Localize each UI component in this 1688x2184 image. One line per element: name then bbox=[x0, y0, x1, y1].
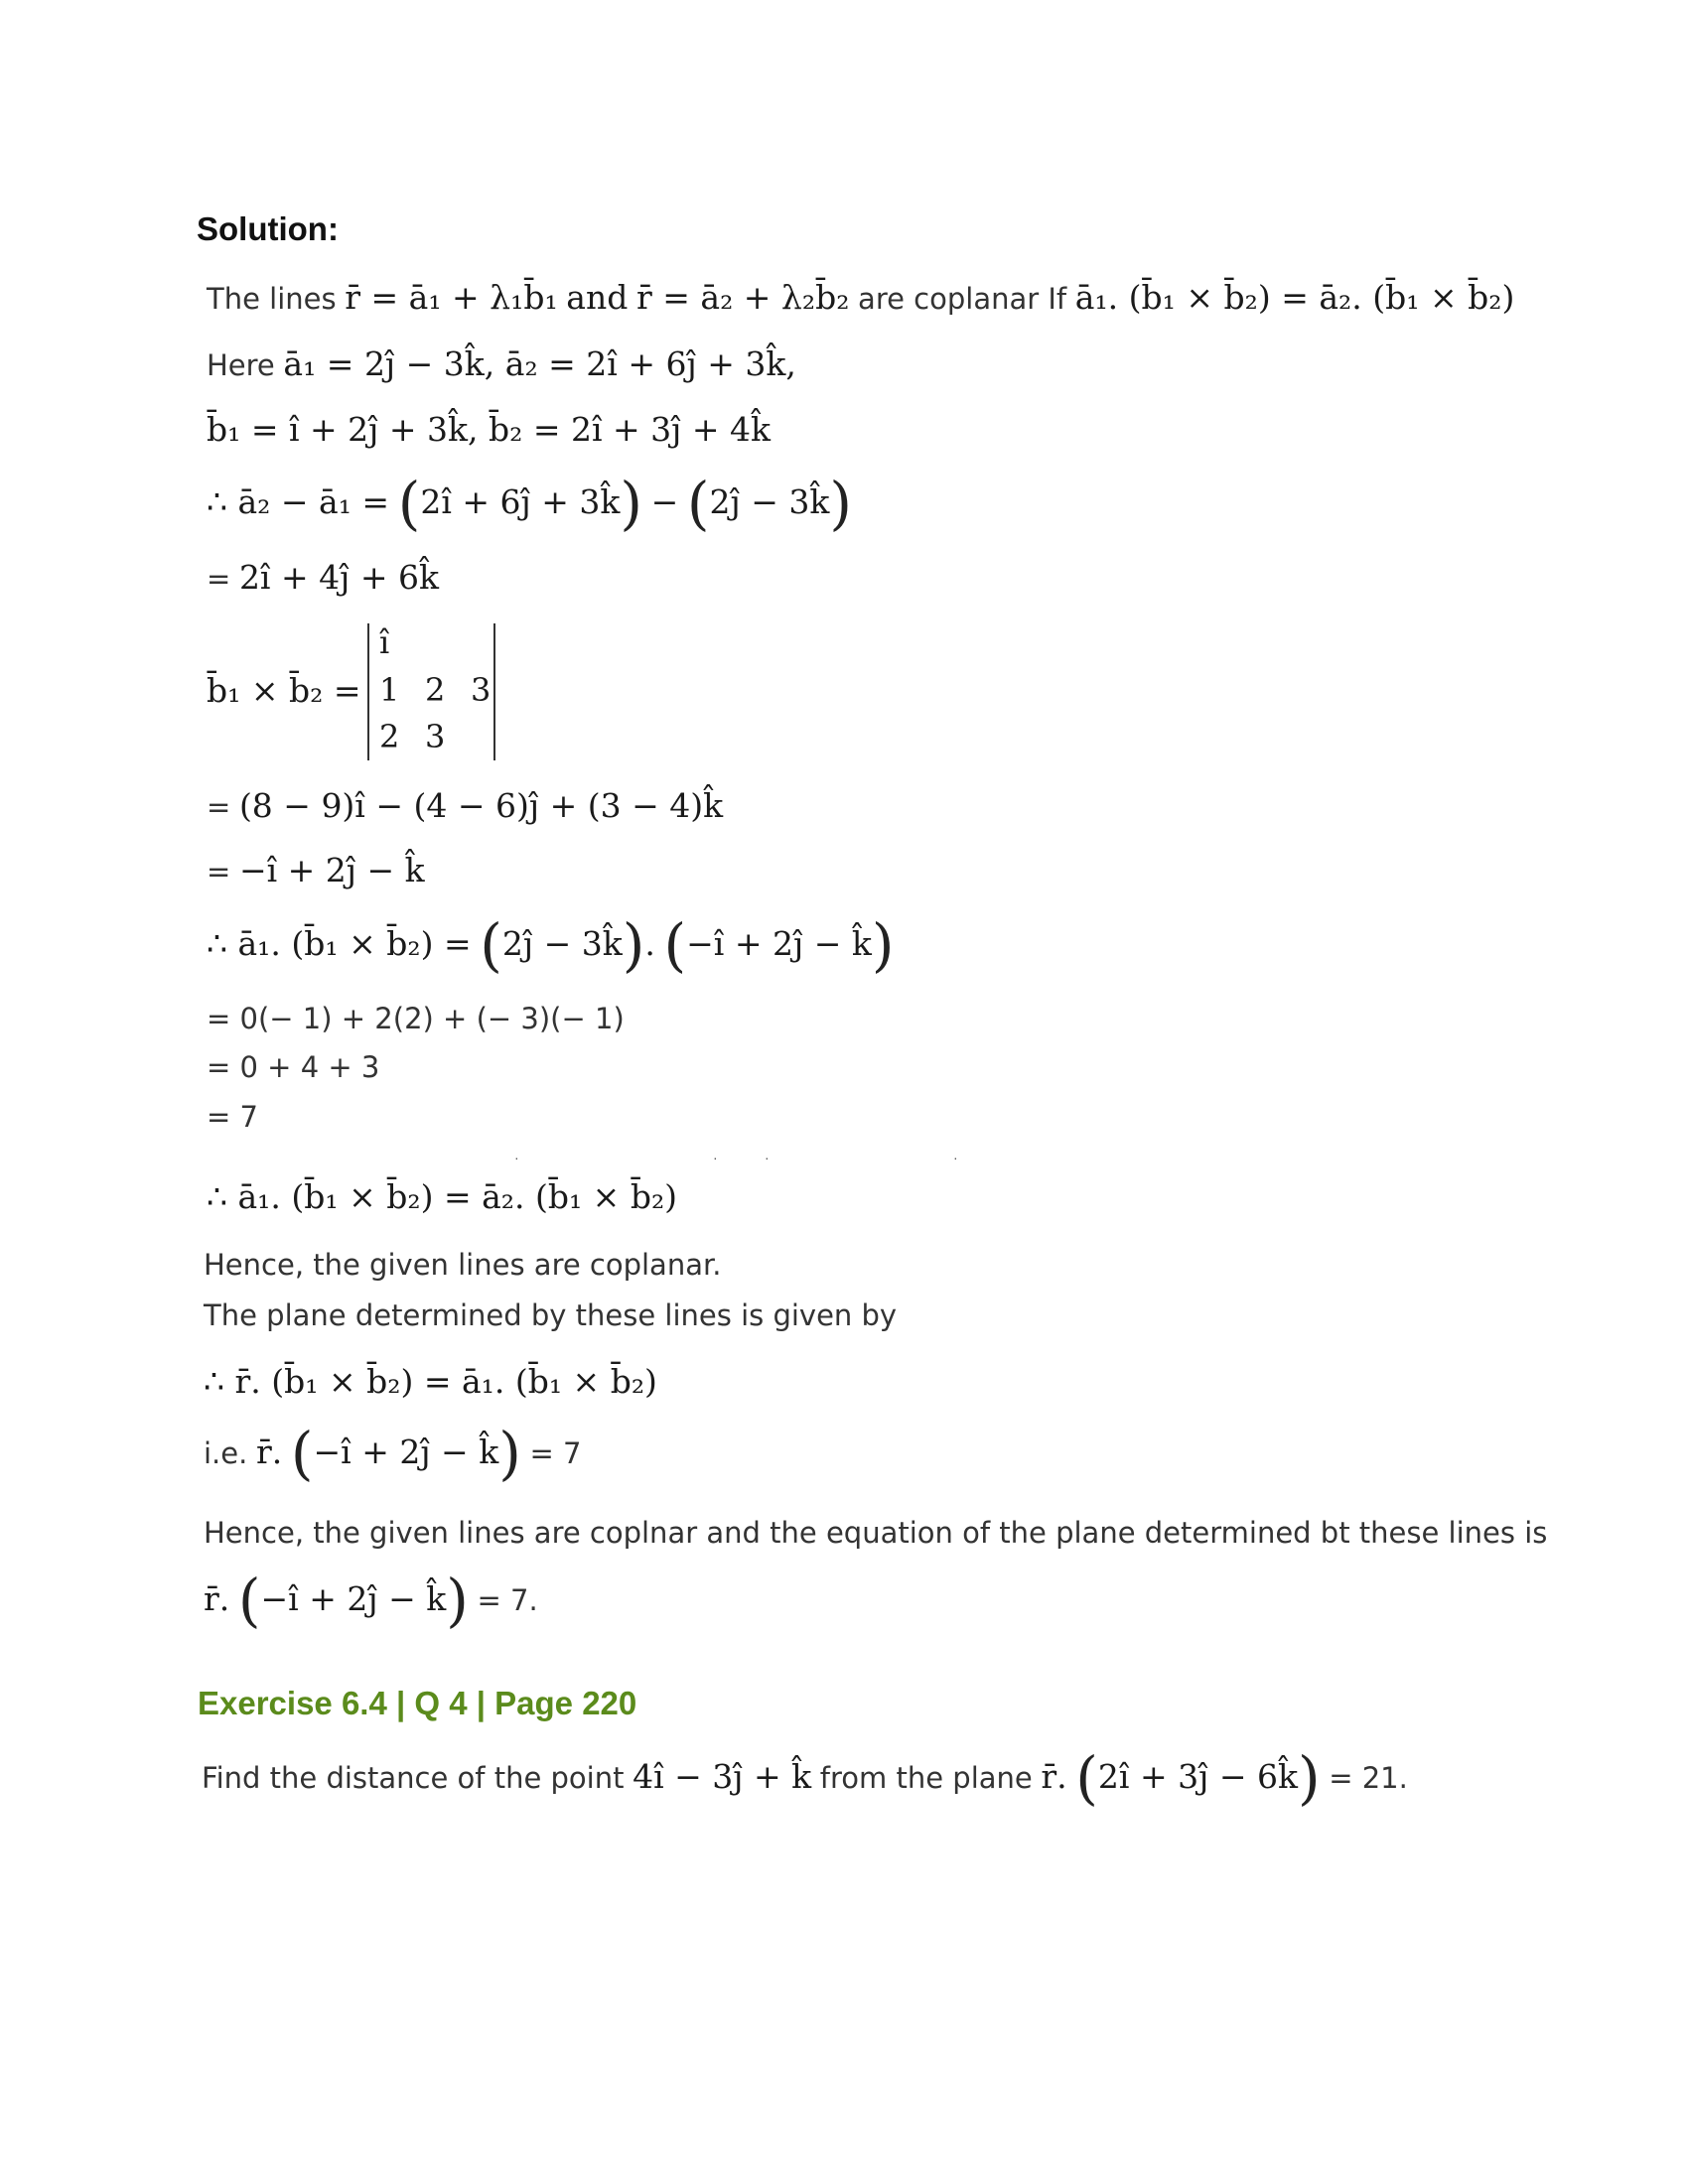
math: 2î + 3ĵ − 6k̂ bbox=[1097, 1757, 1298, 1796]
open-paren: ( bbox=[480, 911, 502, 979]
close-paren: ) bbox=[446, 1567, 469, 1634]
b-vectors-line bbox=[207, 410, 771, 449]
close-paren: ) bbox=[498, 1420, 521, 1487]
text: from the plane bbox=[819, 1761, 1033, 1795]
calc-line: = 7 bbox=[207, 1100, 258, 1134]
math: 4î − 3ĵ + k̂ bbox=[633, 1757, 812, 1796]
math: 2î + 4ĵ + 6k̂ bbox=[238, 558, 439, 597]
here-a-line bbox=[207, 344, 796, 383]
difference-result-line bbox=[207, 558, 439, 597]
plane-ie-line bbox=[204, 1420, 581, 1487]
cross-product-label bbox=[207, 671, 360, 710]
cross-result-line bbox=[207, 851, 425, 889]
math: −î + 2ĵ − k̂ bbox=[260, 1579, 447, 1618]
scan-artifact: · bbox=[713, 1150, 718, 1165]
solution-heading: Solution: bbox=[197, 210, 339, 247]
math: b̄₁ × b̄₂ = bbox=[207, 671, 361, 710]
math: ∴ r̄. (b̄₁ × b̄₂) = ā₁. (b̄₁ × b̄₂) bbox=[204, 1362, 657, 1401]
text: = 7. bbox=[477, 1583, 538, 1617]
close-paren: ) bbox=[620, 470, 642, 537]
det-cell: î bbox=[379, 623, 390, 661]
close-paren: ) bbox=[829, 470, 853, 537]
math: r̄. bbox=[204, 1579, 230, 1618]
calc-line: = 0(− 1) + 2(2) + (− 3)(− 1) bbox=[207, 1002, 625, 1035]
det-cell: 2 bbox=[425, 671, 446, 709]
math: r̄ = ā₂ + λ₂b̄₂ bbox=[635, 278, 850, 317]
math: ∴ ā₁. (b̄₁ × b̄₂) = bbox=[207, 924, 472, 963]
close-paren: ) bbox=[871, 911, 895, 979]
math: 2ĵ − 3k̂ bbox=[709, 482, 830, 521]
conclusion-text: Hence, the given lines are coplanar. bbox=[204, 1248, 722, 1282]
math: b̄₁ = î + 2ĵ + 3k̂, b̄₂ = 2î + 3ĵ + 4k̂ bbox=[207, 410, 772, 449]
text: = 7 bbox=[529, 1436, 582, 1470]
open-paren: ( bbox=[663, 911, 687, 979]
equality-line bbox=[207, 1177, 677, 1216]
math: (8 − 9)î − (4 − 6)ĵ + (3 − 4)k̂ bbox=[238, 786, 724, 825]
scan-artifact: · bbox=[765, 1150, 770, 1165]
exercise-heading: Exercise 6.4 | Q 4 | Page 220 bbox=[198, 1685, 637, 1721]
math-minus: − bbox=[650, 482, 679, 521]
det-cell: 2 bbox=[379, 718, 400, 755]
math: ∴ ā₁. (b̄₁ × b̄₂) = ā₂. (b̄₁ × b̄₂) bbox=[207, 1177, 678, 1216]
text: Find the distance of the point bbox=[202, 1761, 625, 1795]
text: are coplanar If bbox=[858, 282, 1067, 316]
math: r̄. bbox=[255, 1433, 283, 1471]
close-paren: ) bbox=[1297, 1744, 1321, 1812]
plane-equation-line bbox=[204, 1362, 657, 1401]
equals: = bbox=[207, 562, 231, 596]
open-paren: ( bbox=[290, 1420, 314, 1487]
equals: = bbox=[207, 790, 231, 824]
plane-intro-text: The plane determined by these lines is given by bbox=[204, 1298, 898, 1332]
scan-artifact: · bbox=[514, 1150, 519, 1165]
math: −î + 2ĵ − k̂ bbox=[686, 924, 872, 963]
final-conclusion-text: Hence, the given lines are coplnar and the equation of the plane determined bt these lines is bbox=[204, 1516, 1548, 1550]
math-dot: . bbox=[644, 924, 655, 963]
determinant bbox=[367, 623, 495, 760]
math: ā₁ = 2ĵ − 3k̂, ā₂ = 2î + 6ĵ + 3k̂, bbox=[283, 344, 796, 383]
coplanar-condition-line bbox=[207, 278, 1514, 317]
equals: = bbox=[207, 855, 231, 888]
math: −î + 2ĵ − k̂ bbox=[238, 851, 425, 889]
open-paren: ( bbox=[237, 1567, 261, 1634]
text: Here bbox=[207, 348, 275, 382]
open-paren: ( bbox=[1075, 1744, 1098, 1812]
cross-expansion-line bbox=[207, 786, 723, 825]
math: 2ĵ − 3k̂ bbox=[501, 924, 623, 963]
det-cell: 3 bbox=[471, 671, 492, 709]
det-cell: 1 bbox=[379, 671, 400, 709]
det-cell: 3 bbox=[425, 718, 446, 755]
math: 2î + 6ĵ + 3k̂ bbox=[420, 482, 621, 521]
text: i.e. bbox=[204, 1436, 248, 1470]
difference-line bbox=[207, 470, 852, 537]
close-paren: ) bbox=[622, 911, 645, 979]
math: r̄ = ā₁ + λ₁b̄₁ bbox=[345, 278, 558, 317]
question-line bbox=[202, 1744, 1408, 1812]
math: −î + 2ĵ − k̂ bbox=[313, 1433, 499, 1471]
calc-line: = 0 + 4 + 3 bbox=[207, 1050, 380, 1084]
dot-product-line bbox=[207, 911, 894, 979]
math: r̄. bbox=[1041, 1757, 1067, 1796]
math-and: and bbox=[566, 278, 629, 317]
text: = 21. bbox=[1329, 1761, 1408, 1795]
math: ∴ ā₂ − ā₁ = bbox=[207, 482, 390, 521]
math: ā₁. (b̄₁ × b̄₂) = ā₂. (b̄₁ × b̄₂) bbox=[1074, 278, 1515, 317]
open-paren: ( bbox=[686, 470, 710, 537]
scan-artifact: · bbox=[953, 1150, 958, 1165]
text: The lines bbox=[207, 282, 337, 316]
open-paren: ( bbox=[397, 470, 421, 537]
final-plane-line bbox=[204, 1567, 538, 1634]
